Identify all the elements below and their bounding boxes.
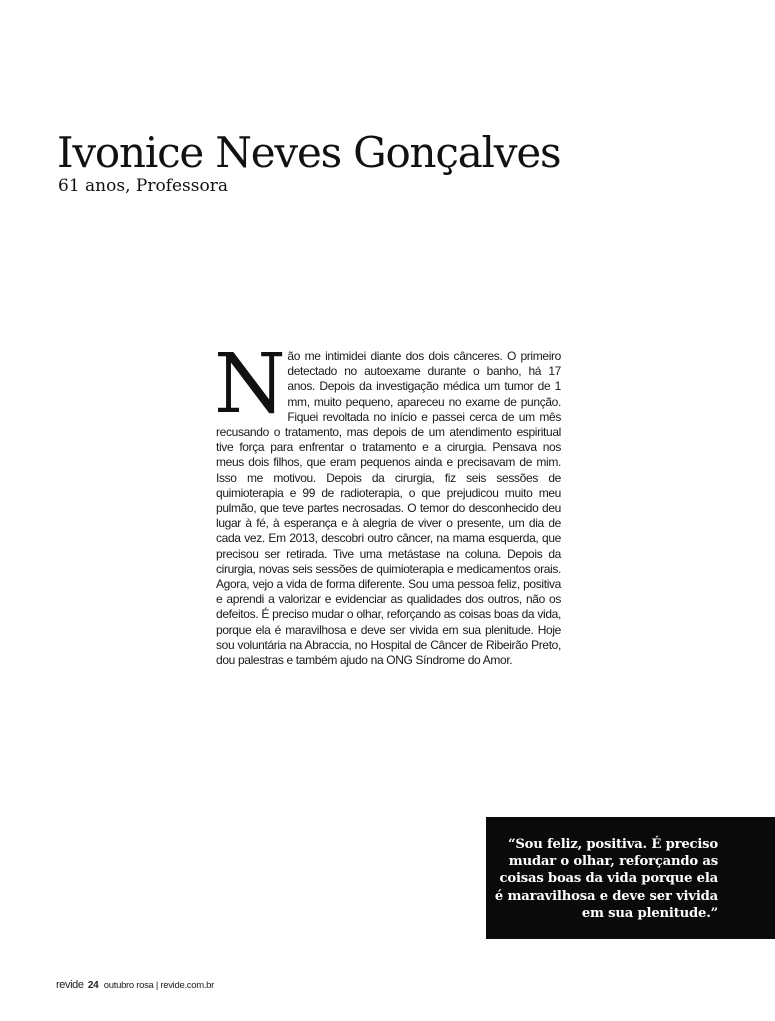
page-number: 24 (87, 980, 99, 991)
article-text: ão me intimidei diante dos dois cânceres. O primeiro detectado no autoexame durante o banho, há 17 anos. Depois da investigação médica um tumor de 1 mm, muito pequeno, apareceu no exame de punção. Fiquei revoltada no início e passei cerca de um mês recusando o tratamento, mas depois de um atendimento espiritual tive força para enfrentar o tratamento e a cirurgia. Pensava nos meus dois filhos, que eram pequenos ainda e precisavam de mim. Isso me motivou. Depois da cirurgia, fiz seis sessões de quimioterapia e 99 de radioterapia, o que prejudicou muito meu pulmão, que teve partes necrosadas. O temor do desconhecido deu lugar à fé, à esperança e à alegria de viver o presente, um dia de cada vez. Em 2013, descobri outro câncer, na mama esquerda, que precisou ser retirada. Tive uma metástase na coluna. Depois da cirurgia, novas seis sessões de quimioterapia e medicamentos orais. Agora, vejo a vida de forma diferente. Sou uma pessoa feliz, positiva e aprendi a valorizar e evidenciar as qualidades dos outros, não os defeitos. É preciso mudar o olhar, reforçando as coisas boas da vida, porque ela é maravilhosa e deve ser vivida em sua plenitude. Hoje sou voluntária na Abraccia, no Hospital de Câncer de Ribeirão Preto, dou palestras e também ajudo na ONG Síndrome do Amor. (216, 349, 561, 668)
pull-quote-box (486, 817, 775, 939)
footer-section: outubro rosa | revide.com.br (103, 980, 215, 991)
pull-quote-text: “Sou feliz, positiva. É preciso mudar o olhar, reforçando as coisas boas da vida porque ela é maravilhosa e deve ser vivida em sua plenitude.” (494, 837, 718, 921)
person-name-title: Ivonice Neves Gonçalves (57, 128, 561, 177)
drop-cap: N (214, 337, 286, 432)
person-subtitle: 61 anos, Professora (58, 176, 228, 196)
article-body (214, 337, 561, 668)
magazine-brand: revide (56, 979, 84, 991)
page-footer (56, 979, 214, 991)
